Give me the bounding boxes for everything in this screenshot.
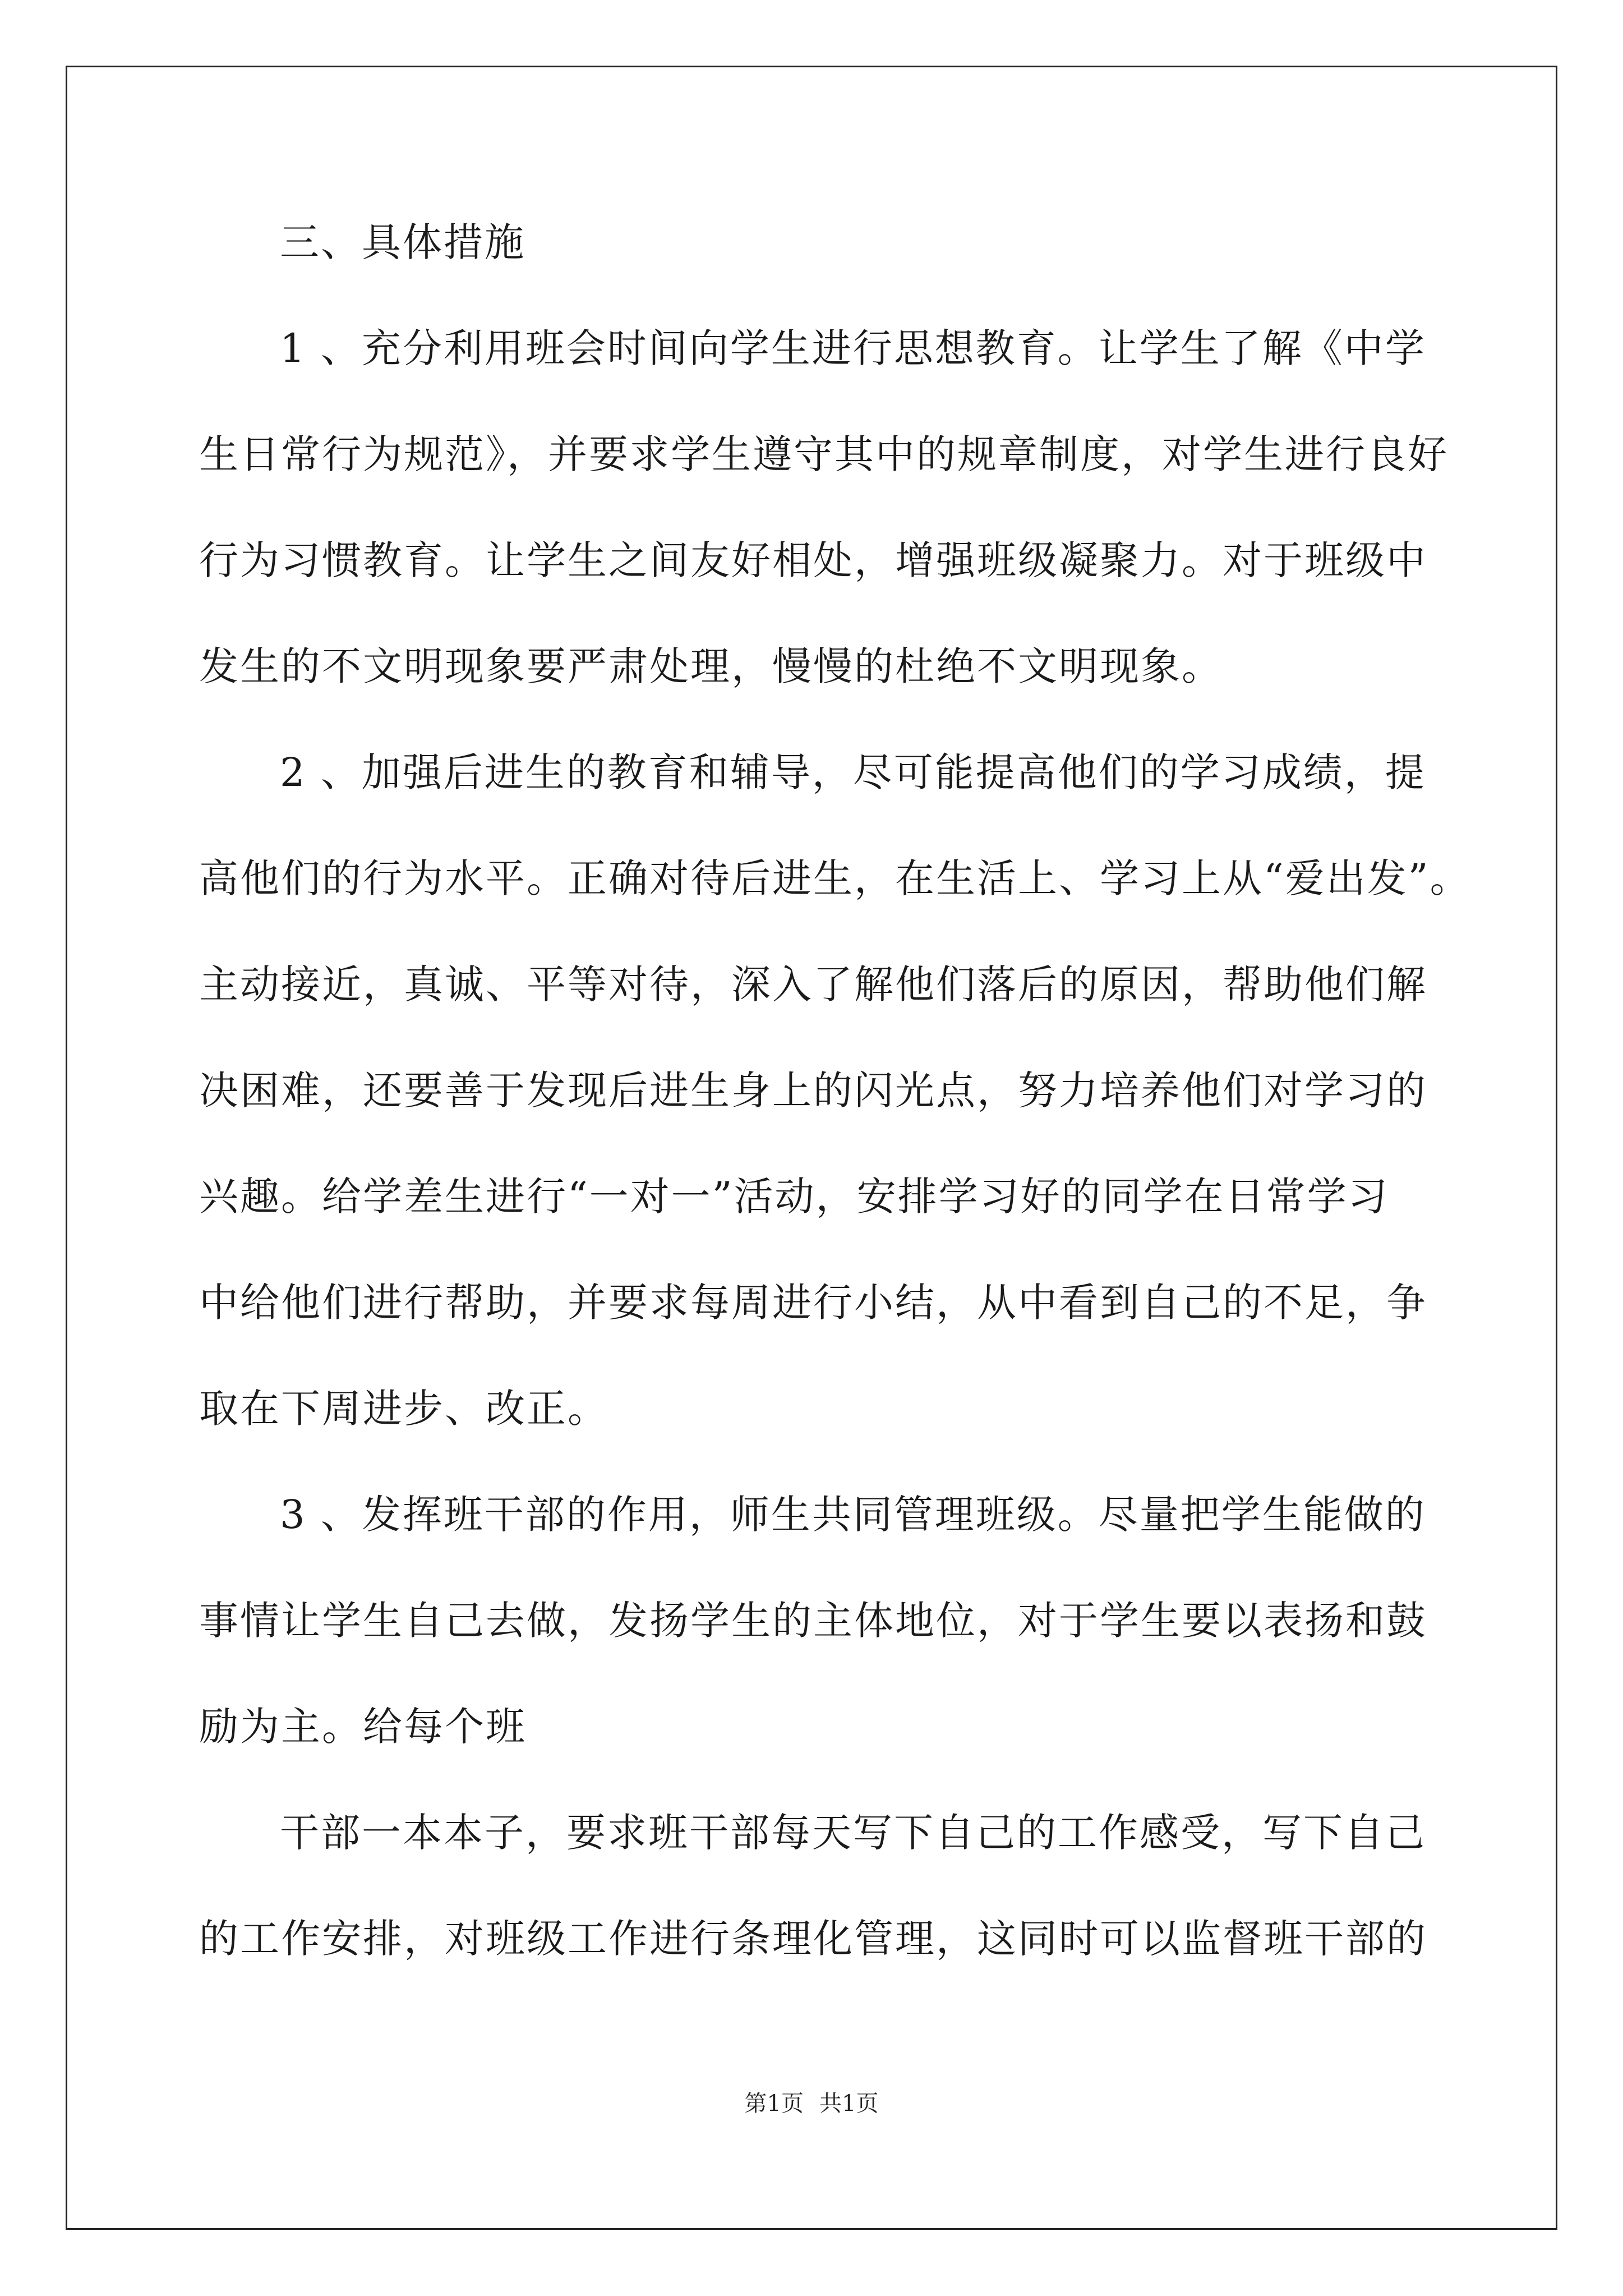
paragraph-line: 发生的不文明现象要严肃处理，慢慢的杜绝不文明现象。: [199, 643, 1223, 689]
paragraph-line: 高他们的行为水平。正确对待后进生，在生活上、学习上从“爱出发”。: [199, 855, 1471, 901]
paragraph-line: 中给他们进行帮助，并要求每周进行小结，从中看到自己的不足，争: [199, 1280, 1427, 1326]
section-heading: 三、具体措施: [280, 219, 525, 265]
paragraph-line: 兴趣。给学差生进行“一对一”活动，安排学习好的同学在日常学习: [199, 1174, 1389, 1220]
paragraph-line: 取在下周进步、改正。: [199, 1386, 608, 1432]
paragraph-line: 3 、发挥班干部的作用，师生共同管理班级。尽量把学生能做的: [280, 1492, 1426, 1538]
document-body: [199, 216, 1471, 2018]
page-number-total: 共1页: [819, 2091, 879, 2116]
paragraph-line: 事情让学生自己去做，发扬学生的主体地位，对于学生要以表扬和鼓: [199, 1598, 1427, 1644]
page-number-current: 第1页: [744, 2091, 804, 2116]
paragraph-line: 干部一本本子，要求班干部每天写下自己的工作感受，写下自己: [280, 1810, 1426, 1856]
paragraph-line: 主动接近，真诚、平等对待，深入了解他们落后的原因，帮助他们解: [199, 961, 1427, 1007]
page-footer: [0, 2090, 1623, 2118]
paragraph-line: 生日常行为规范》，并要求学生遵守其中的规章制度，对学生进行良好: [199, 431, 1449, 477]
paragraph-line: 的工作安排，对班级工作进行条理化管理，这同时可以监督班干部的: [199, 1916, 1427, 1962]
paragraph-line: 2 、加强后进生的教育和辅导，尽可能提高他们的学习成绩，提: [280, 749, 1426, 795]
paragraph-line: 励为主。给每个班: [199, 1704, 527, 1750]
paragraph-line: 决困难，还要善于发现后进生身上的闪光点，努力培养他们对学习的: [199, 1068, 1427, 1114]
paragraph-line: 1 、充分利用班会时间向学生进行思想教育。让学生了解《中学: [280, 325, 1426, 371]
paragraph-line: 行为习惯教育。让学生之间友好相处，增强班级凝聚力。对于班级中: [199, 537, 1427, 583]
